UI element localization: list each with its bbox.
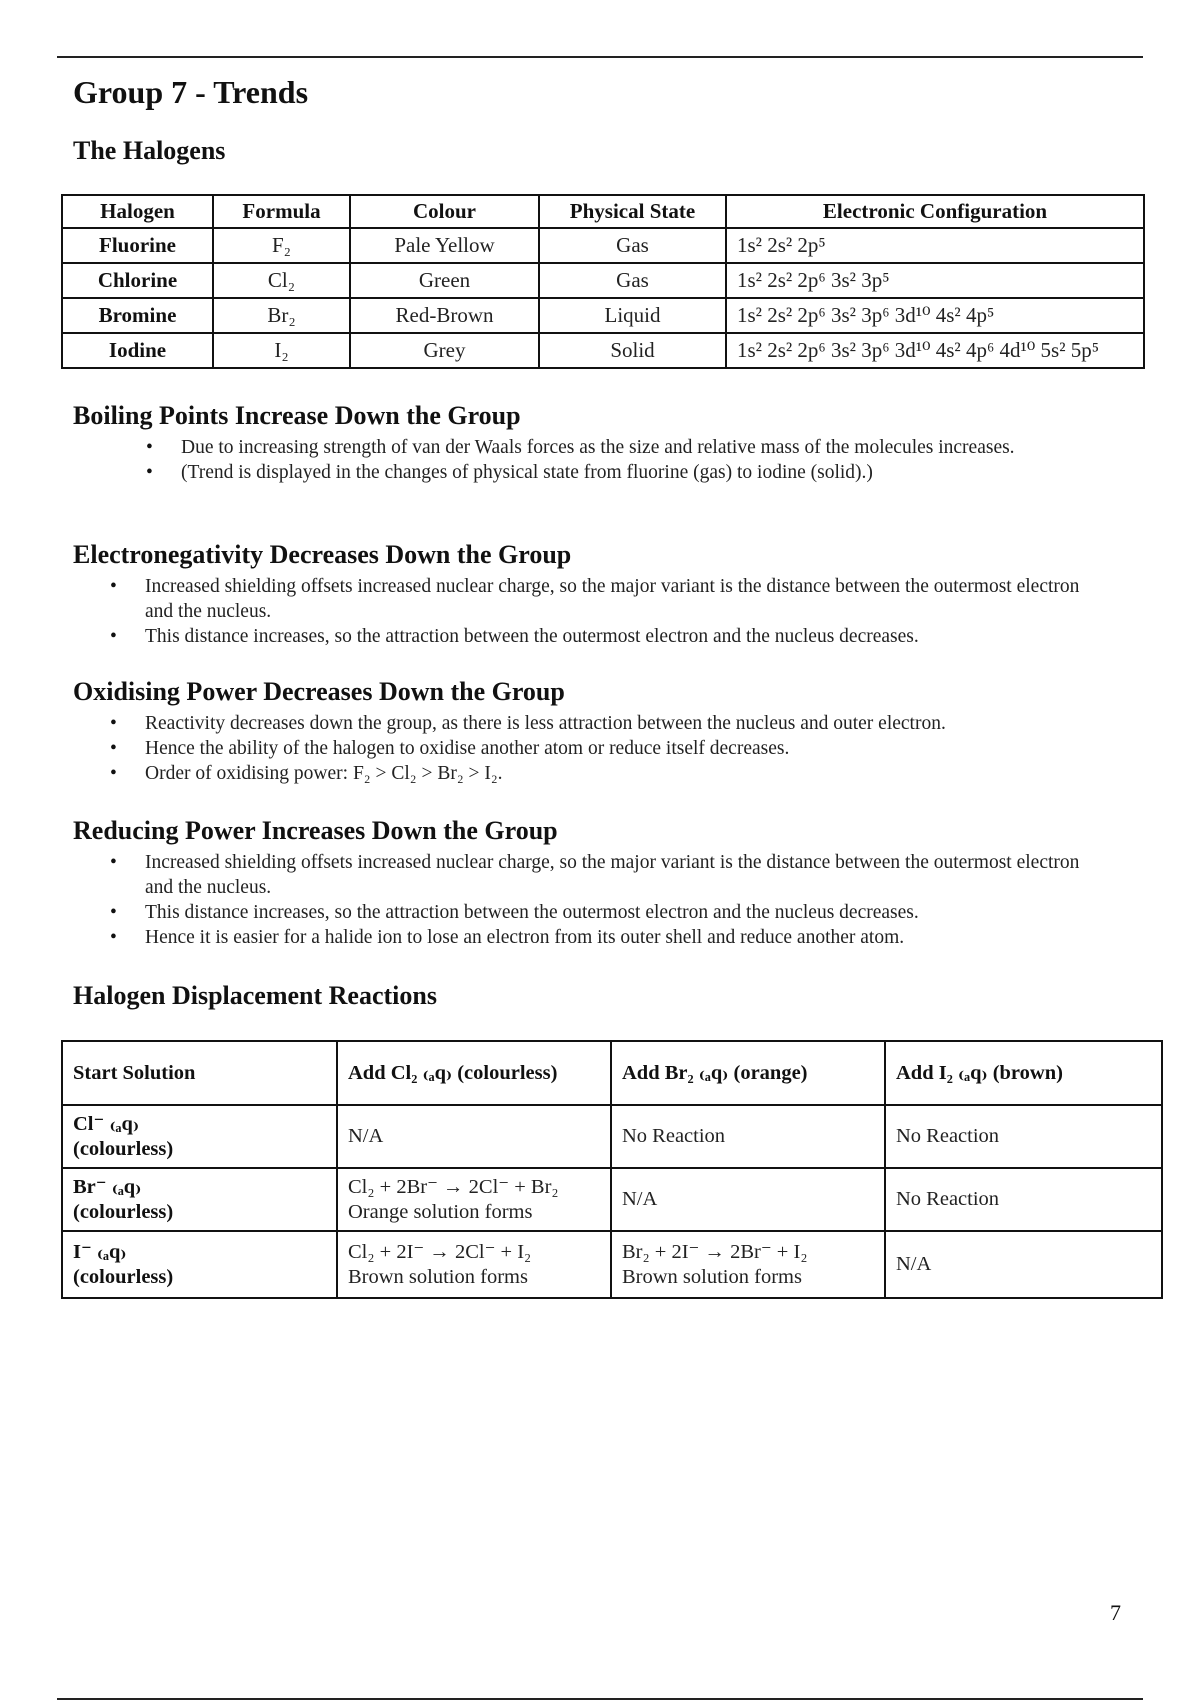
reaction-cell xyxy=(337,1105,611,1168)
start-solution-cell xyxy=(62,1168,337,1231)
halogen-state: Liquid xyxy=(539,298,726,333)
reaction-text: N/A xyxy=(348,1125,384,1147)
halogen-colour: Green xyxy=(350,263,539,298)
halogen-colour: Red-Brown xyxy=(350,298,539,333)
halogen-colour: Grey xyxy=(350,333,539,368)
page-number: 7 xyxy=(1110,1600,1121,1625)
halogen-table xyxy=(61,194,1145,369)
list-item: • Hence the ability of the halogen to oxidise another atom or reduce itself decreases. xyxy=(145,736,1145,761)
reaction-equation: Cl₂ + 2I⁻ → 2Cl⁻ + I₂ xyxy=(348,1240,532,1263)
list-item: • This distance increases, so the attraction between the outermost electron and the nucleus decreases. xyxy=(145,900,1080,925)
reaction-equation: Br₂ + 2I⁻ → 2Br⁻ + I₂ xyxy=(622,1240,808,1263)
reaction-cell xyxy=(611,1231,885,1298)
list-item: • Increased shielding offsets increased nuclear charge, so the major variant is the distance between the outermost electron and the nucleus. xyxy=(145,850,1080,900)
halogen-formula: F₂ xyxy=(213,228,350,263)
halogen-config: 1s² 2s² 2p⁵ xyxy=(726,228,1144,263)
column-header: Formula xyxy=(213,195,350,228)
halogens-heading: The Halogens xyxy=(73,136,226,165)
reaction-cell xyxy=(611,1168,885,1231)
halogen-state: Solid xyxy=(539,333,726,368)
table-header-row xyxy=(62,1041,1162,1105)
halogen-name: Chlorine xyxy=(62,263,213,298)
list-item: • Order of oxidising power: F₂ > Cl₂ > Br₂ > I₂. xyxy=(145,761,1145,786)
halogen-config: 1s² 2s² 2p⁶ 3s² 3p⁶ 3d¹⁰ 4s² 4p⁵ xyxy=(726,298,1144,333)
reaction-cell xyxy=(885,1105,1162,1168)
boiling-points-list xyxy=(181,435,1061,485)
reaction-cell xyxy=(885,1168,1162,1231)
ion-label: I⁻ ₍ₐq₎ xyxy=(73,1240,127,1263)
ion-label: Cl⁻ ₍ₐq₎ xyxy=(73,1112,140,1135)
page-title: Group 7 - Trends xyxy=(73,74,309,110)
electronegativity-heading: Electronegativity Decreases Down the Group xyxy=(73,540,572,569)
top-rule xyxy=(57,56,1143,58)
reaction-text: No Reaction xyxy=(896,1188,1000,1210)
reaction-cell xyxy=(337,1231,611,1298)
column-header: Colour xyxy=(350,195,539,228)
table-row xyxy=(62,298,1144,333)
reaction-cell xyxy=(611,1105,885,1168)
reaction-text: N/A xyxy=(896,1253,932,1275)
column-header: Electronic Configuration xyxy=(726,195,1144,228)
halogen-colour: Pale Yellow xyxy=(350,228,539,263)
table-row xyxy=(62,1231,1162,1298)
ion-note: (colourless) xyxy=(73,1200,174,1223)
reducing-power-list xyxy=(145,850,1080,950)
ion-note: (colourless) xyxy=(73,1265,174,1288)
reaction-observation: Brown solution forms xyxy=(348,1265,528,1288)
reducing-power-heading: Reducing Power Increases Down the Group xyxy=(73,816,558,845)
column-header: Halogen xyxy=(62,195,213,228)
start-solution-cell xyxy=(62,1231,337,1298)
electronegativity-list xyxy=(145,574,1080,649)
reaction-text: N/A xyxy=(622,1188,658,1210)
reaction-observation: Brown solution forms xyxy=(622,1265,802,1288)
boiling-points-heading: Boiling Points Increase Down the Group xyxy=(73,401,521,430)
halogen-state: Gas xyxy=(539,263,726,298)
column-header: Start Solution xyxy=(62,1041,337,1105)
halogen-formula: Br₂ xyxy=(213,298,350,333)
table-row xyxy=(62,1168,1162,1231)
displacement-table xyxy=(61,1040,1163,1299)
table-row xyxy=(62,263,1144,298)
oxidising-power-heading: Oxidising Power Decreases Down the Group xyxy=(73,677,565,706)
table-row xyxy=(62,228,1144,263)
list-item: • (Trend is displayed in the changes of physical state from fluorine (gas) to iodine (solid).) xyxy=(181,460,1061,485)
list-item: • Reactivity decreases down the group, as there is less attraction between the nucleus and outer electron. xyxy=(145,711,1145,736)
reaction-observation: Orange solution forms xyxy=(348,1200,533,1223)
halogen-config: 1s² 2s² 2p⁶ 3s² 3p⁵ xyxy=(726,263,1144,298)
column-header: Add I₂ ₍ₐq₎ (brown) xyxy=(885,1041,1162,1105)
ion-label: Br⁻ ₍ₐq₎ xyxy=(73,1175,142,1198)
column-header: Physical State xyxy=(539,195,726,228)
list-item: • Increased shielding offsets increased nuclear charge, so the major variant is the distance between the outermost electron and the nucleus. xyxy=(145,574,1080,624)
list-item: • This distance increases, so the attraction between the outermost electron and the nucleus decreases. xyxy=(145,624,1080,649)
halogen-name: Bromine xyxy=(62,298,213,333)
reaction-text: No Reaction xyxy=(622,1125,726,1147)
oxidising-power-list xyxy=(145,711,1145,786)
halogen-config: 1s² 2s² 2p⁶ 3s² 3p⁶ 3d¹⁰ 4s² 4p⁶ 4d¹⁰ 5s² 5p⁵ xyxy=(726,333,1144,368)
list-item: • Hence it is easier for a halide ion to lose an electron from its outer shell and reduce another atom. xyxy=(145,925,1080,950)
column-header: Add Br₂ ₍ₐq₎ (orange) xyxy=(611,1041,885,1105)
column-header: Add Cl₂ ₍ₐq₎ (colourless) xyxy=(337,1041,611,1105)
ion-note: (colourless) xyxy=(73,1137,174,1160)
reaction-cell xyxy=(337,1168,611,1231)
reaction-text: No Reaction xyxy=(896,1125,1000,1147)
reaction-equation: Cl₂ + 2Br⁻ → 2Cl⁻ + Br₂ xyxy=(348,1175,559,1198)
table-row xyxy=(62,1105,1162,1168)
table-header-row xyxy=(62,195,1144,228)
start-solution-cell xyxy=(62,1105,337,1168)
halogen-formula: I₂ xyxy=(213,333,350,368)
list-item: • Due to increasing strength of van der Waals forces as the size and relative mass of the molecules increases. xyxy=(181,435,1061,460)
halogen-name: Fluorine xyxy=(62,228,213,263)
table-row xyxy=(62,333,1144,368)
halogen-state: Gas xyxy=(539,228,726,263)
reaction-cell xyxy=(885,1231,1162,1298)
halogen-formula: Cl₂ xyxy=(213,263,350,298)
halogen-name: Iodine xyxy=(62,333,213,368)
displacement-heading: Halogen Displacement Reactions xyxy=(73,981,437,1010)
